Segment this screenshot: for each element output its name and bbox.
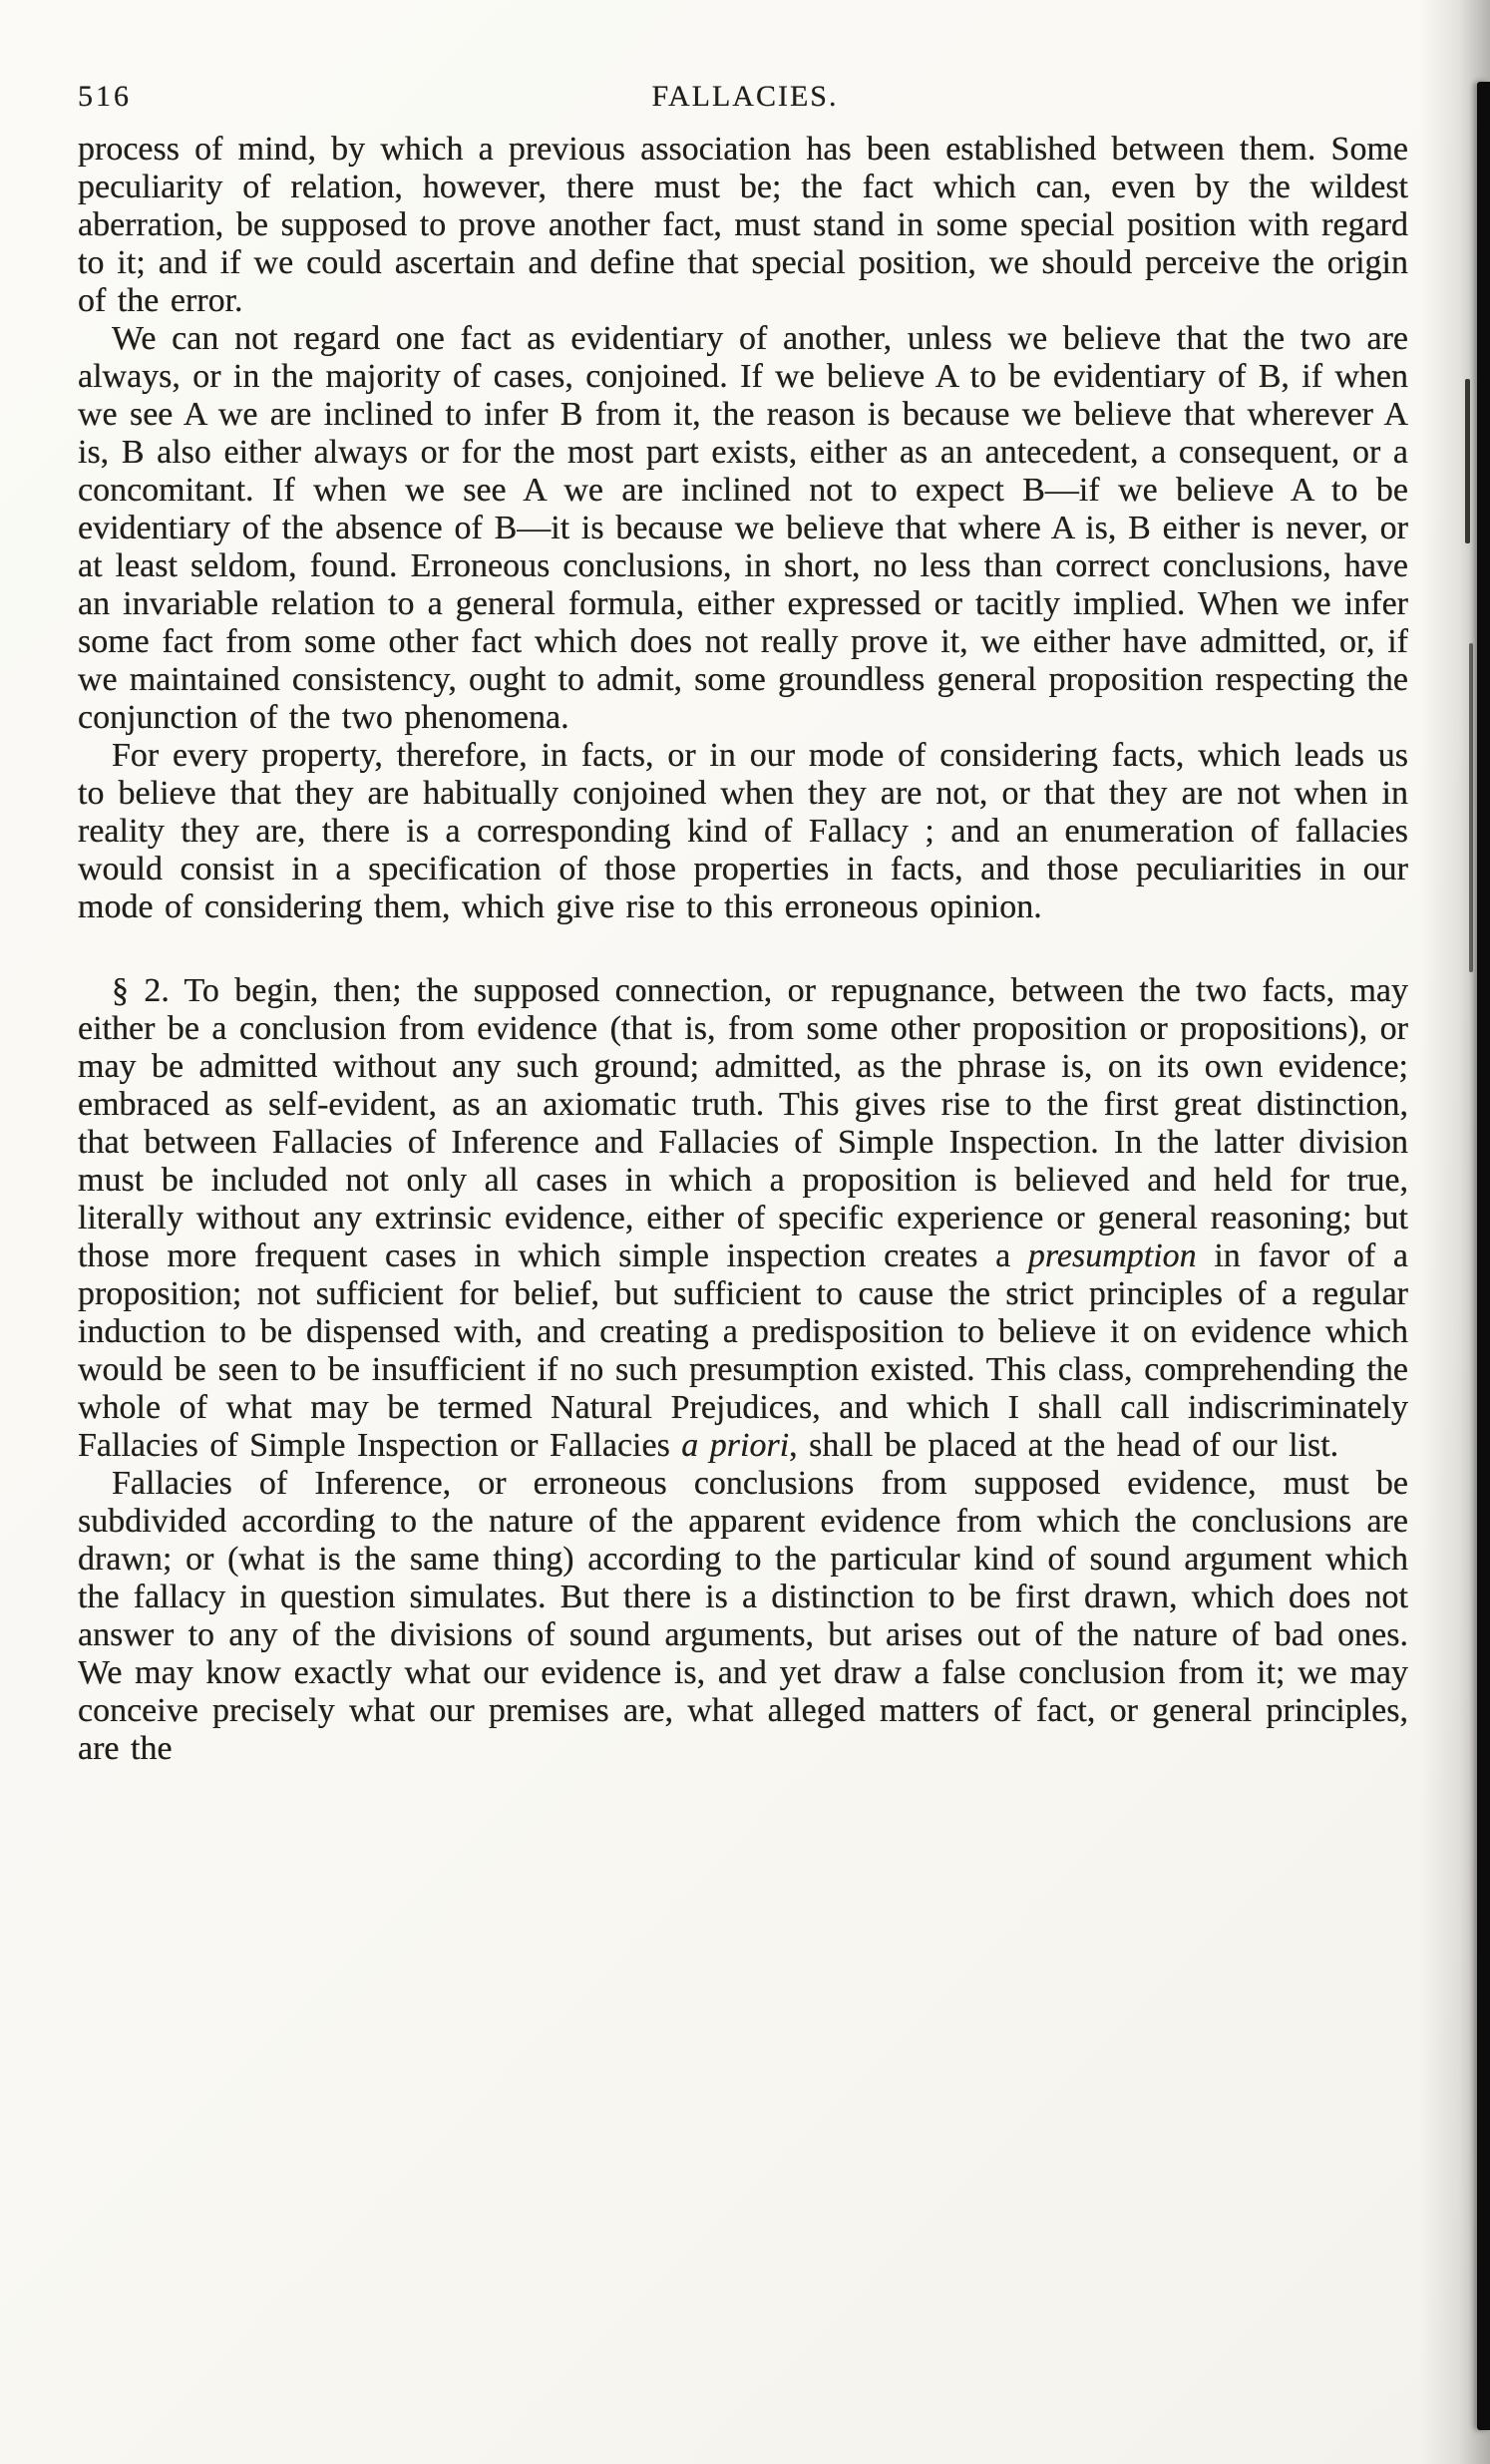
scan-edge-mark — [1469, 643, 1473, 972]
italic-text: a priori — [681, 1427, 790, 1464]
text-run: in favor of a proposition; not sufficient for belief, but sufficient to cause the strict principles of a regular induction to be dispensed with, and creating a predisposition to believe it on evidence which would be seen to be insufficient if no such presumption existed. This class, comprehending the whole of what may be termed Natural Prejudices, and which I shall call indiscriminately Fallacies of Simple Inspection or Fallacies — [78, 1237, 1408, 1464]
running-head-title: FALLACIES. — [651, 80, 839, 113]
scan-edge-band — [1477, 82, 1490, 2430]
paragraph-evidentiary — [78, 320, 1408, 737]
page-header — [78, 80, 1412, 114]
text-run: , shall be placed at the head of our list. — [789, 1427, 1339, 1464]
text-run: For every property, therefore, in facts, or in our mode of considering facts, which leads us to believe that they are habitually conjoined when they are not, or that they are not when in reality they are, there is a corresponding kind of Fallacy ; and an enumeration of fallacies would consist in a specification of those properties in facts, and those peculiarities in our mode of considering them, which give rise to this erroneous opinion. — [78, 737, 1408, 925]
text-run: We can not regard one fact as evidentiary of another, unless we believe that the two are always, or in the majority of cases, conjoined. If we believe A to be evidentiary of B, if when we see A we are inclined to infer B from it, the reason is because we believe that wherever A is, B also either always or for the most part exists, either as an antecedent, a consequent, or a concomitant. If when we see A we are inclined not to expect B—if we believe A to be evidentiary of the absence of B—it is because we believe that where A is, B either is never, or at least seldom, found. Erroneous conclusions, in short, no less than correct conclusions, have an invariable relation to a general formula, either expressed or tacitly implied. When we infer some fact from some other fact which does not really prove it, we either have admitted, or, if we maintained consistency, ought to admit, some groundless general proposition respecting the conjunction of the two phenomena. — [78, 320, 1408, 736]
text-run: process of mind, by which a previous association has been established between them. Some peculiarity of relation, however, there must be; the fact which can, even by the wildest aberration, be supposed to prove another fact, must stand in some special position with regard to it; and if we could ascertain and define that special position, we should perceive the origin of the error. — [78, 131, 1408, 319]
text-run: § 2. To begin, then; the supposed connection, or repugnance, between the two facts, may either be a conclusion from evidence (that is, from some other proposition or propositions), or may be admitted without any such ground; admitted, as the phrase is, on its own evidence; embraced as self-evident, as an axiomatic truth. This gives rise to the first great distinction, that between Fallacies of Inference and Fallacies of Simple Inspection. In the latter division must be included not only all cases in which a proposition is believed and held for true, literally without any extrinsic evidence, either of specific experience or general reasoning; but those more frequent cases in which simple inspection creates a — [78, 972, 1408, 1274]
text-run: Fallacies of Inference, or erroneous conclusions from supposed evidence, must be subdivided according to the nature of the apparent evidence from which the conclusions are drawn; or (what is the same thing) according to the particular kind of sound argument which the fallacy in question simulates. But there is a distinction to be first drawn, which does not answer to any of the divisions of sound arguments, but arises out of the nature of bad ones. We may know exactly what our evidence is, and yet draw a false conclusion from it; we may conceive precisely what our premises are, what alleged matters of fact, or general principles, are the — [78, 1465, 1408, 1767]
page-body — [78, 131, 1408, 1768]
paragraph-section-2 — [78, 972, 1408, 1465]
page-number: 516 — [78, 80, 132, 113]
paragraph-continuation — [78, 131, 1408, 320]
paragraph-corresponding-fallacy — [78, 737, 1408, 926]
paragraph-fallacies-of-inference — [78, 1465, 1408, 1768]
scan-edge-mark — [1465, 379, 1470, 543]
italic-text: presumption — [1027, 1237, 1197, 1274]
